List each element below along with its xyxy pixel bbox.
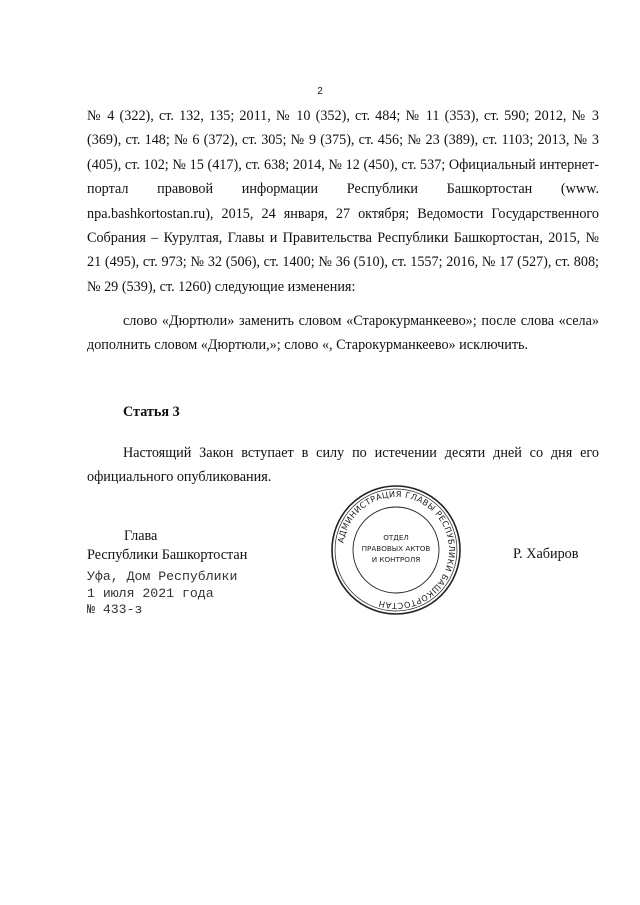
signatory-title [87,527,247,565]
stamp-inner-line2: ПРАВОВЫХ АКТОВ [361,544,431,553]
official-seal-stamp [330,484,462,616]
signatory-title-line1: Глава [124,528,158,544]
article-heading: Статья 3 [123,404,180,420]
amendment-paragraph-block [87,309,599,358]
page-number: 2 [317,86,323,97]
signer-name: Р. Хабиров [513,546,579,562]
amendment-paragraph: слово «Дюртюли» заменить словом «Старокурманкеево»; после слова «села» дополнить словом «Дюртюли,»; слово «, Старокурманкеево» исключить. [87,313,599,354]
signatory-title-line2: Республики Башкортостан [87,547,248,563]
document-date: 1 июля 2021 года [87,585,214,601]
document-number: № 433-з [87,602,143,617]
document-meta [87,569,237,619]
stamp-ring-text: АДМИНИСТРАЦИЯ ГЛАВЫ РЕСПУБЛИКИ БАШКОРТОСТАН [335,488,458,612]
document-place: Уфа, Дом Республики [87,569,238,584]
enactment-paragraph: Настоящий Закон вступает в силу по истечении десяти дней со дня его официального опубликования. [87,445,599,486]
enactment-paragraph-block [87,441,599,490]
stamp-inner-line3: И КОНТРОЛЯ [371,555,421,564]
intro-paragraph: № 4 (322), ст. 132, 135; 2011, № 10 (352), ст. 484; № 11 (353), ст. 590; 2012, № 3 (369), ст. 148; № 6 (372), ст. 305; № 9 (375), ст. 456; № 23 (389), ст. 1103; 2013, № 3 (405), ст. 102; № 15 (417), ст. 638; 2014, № 12 (450), ст. 537; Официальный интернет-портал правовой информации Республики Башкортостан (www. npa.bashkortostan.ru), 2015, 24 января, 27 октября; Ведомости Государственного Собрания – Курултая, Главы и Правительства Республики Башкортостан, 2015, № 21 (495), ст. 973; № 32 (506), ст. 1400; № 36 (510), ст. 1557; 2016, № 17 (527), ст. 808; № 29 (539), ст. 1260) следующие изменения: [87,108,599,295]
stamp-inner-line1: ОТДЕЛ [383,533,409,542]
intro-paragraph-block [87,104,599,299]
